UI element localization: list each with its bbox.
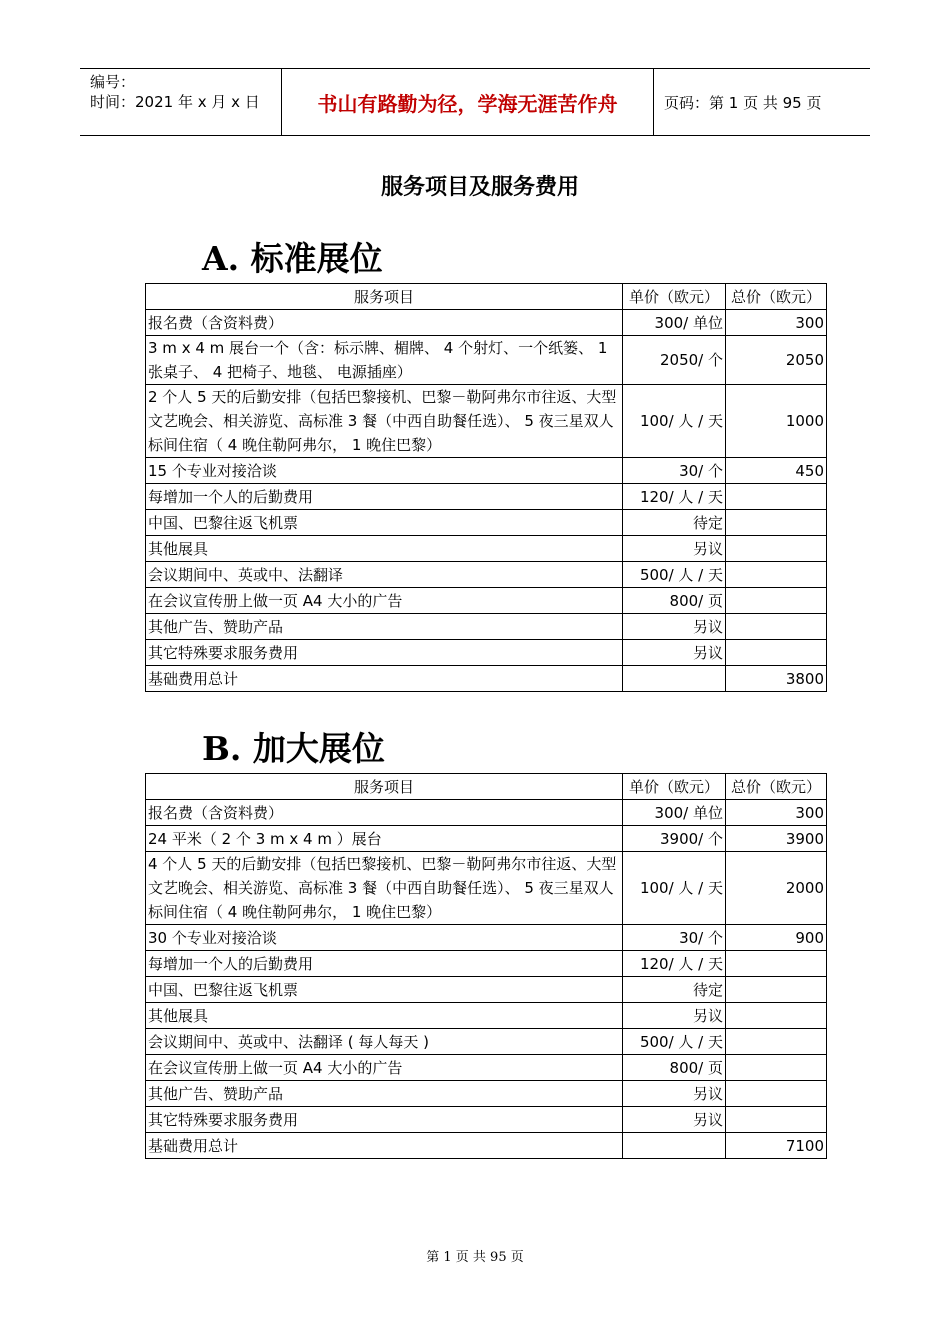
service-item-cell: 基础费用总计: [146, 1133, 623, 1159]
service-item-cell: 会议期间中、英或中、法翻译: [146, 562, 623, 588]
service-item-cell: 报名费（含资料费）: [146, 800, 623, 826]
service-item-cell: 每增加一个人的后勤费用: [146, 484, 623, 510]
section-b-title: B. 加大展位: [202, 729, 385, 768]
service-item-cell: 其他展具: [146, 1003, 623, 1029]
unit-price-cell: [623, 666, 726, 692]
service-item-cell: 4 个人 5 天的后勤安排（包括巴黎接机、巴黎－勒阿弗尔市往返、大型文艺晚会、相关游览、高标准 3 餐（中西自助餐任选）、 5 夜三星双人标间住宿（ 4 晚住勒阿弗尔， 1 晚住巴黎）: [146, 852, 623, 925]
header-meta: [80, 69, 282, 135]
total-price-cell: 300: [726, 310, 827, 336]
unit-price-cell: [623, 1133, 726, 1159]
total-price-cell: [726, 484, 827, 510]
total-price-cell: [726, 536, 827, 562]
unit-price-cell: 300/ 单位: [623, 800, 726, 826]
unit-price-cell: 30/ 个: [623, 458, 726, 484]
total-price-cell: [726, 1029, 827, 1055]
column-header: 服务项目: [146, 284, 623, 310]
table-row: [146, 458, 827, 484]
total-price-cell: 1000: [726, 385, 827, 458]
column-header: 服务项目: [146, 774, 623, 800]
page-footer: 第 1 页 共 95 页: [426, 1250, 524, 1265]
service-item-cell: 30 个专业对接洽谈: [146, 925, 623, 951]
service-item-cell: 2 个人 5 天的后勤安排（包括巴黎接机、巴黎－勒阿弗尔市往返、大型文艺晚会、相关游览、高标准 3 餐（中西自助餐任选）、 5 夜三星双人标间住宿（ 4 晚住勒阿弗尔， 1 晚住巴黎）: [146, 385, 623, 458]
total-price-cell: 450: [726, 458, 827, 484]
unit-price-cell: 120/ 人 / 天: [623, 951, 726, 977]
service-item-cell: 其他展具: [146, 536, 623, 562]
table-row: [146, 800, 827, 826]
total-price-cell: 7100: [726, 1133, 827, 1159]
total-price-cell: 900: [726, 925, 827, 951]
table-row: [146, 510, 827, 536]
table-row: [146, 588, 827, 614]
total-price-cell: [726, 1107, 827, 1133]
total-price-cell: 2050: [726, 336, 827, 385]
unit-price-cell: 另议: [623, 536, 726, 562]
unit-price-cell: 300/ 单位: [623, 310, 726, 336]
total-price-cell: [726, 977, 827, 1003]
table-row: [146, 1107, 827, 1133]
service-item-cell: 在会议宣传册上做一页 A4 大小的广告: [146, 1055, 623, 1081]
unit-price-cell: 800/ 页: [623, 588, 726, 614]
service-item-cell: 其他广告、赞助产品: [146, 614, 623, 640]
unit-price-cell: 待定: [623, 510, 726, 536]
table-row: [146, 925, 827, 951]
table-row: [146, 1029, 827, 1055]
unit-price-cell: 100/ 人 / 天: [623, 385, 726, 458]
total-price-cell: 2000: [726, 852, 827, 925]
table-header-row: [146, 774, 827, 800]
unit-price-cell: 800/ 页: [623, 1055, 726, 1081]
number-label: 编号：: [90, 73, 136, 91]
table-row: [146, 1081, 827, 1107]
service-item-cell: 3 m x 4 m 展台一个（含：标示牌、楣牌、 4 个射灯、一个纸篓、 1 张桌子、 4 把椅子、地毯、 电源插座）: [146, 336, 623, 385]
service-item-cell: 会议期间中、英或中、法翻译 ( 每人每天 ): [146, 1029, 623, 1055]
table-row: [146, 562, 827, 588]
service-item-cell: 其它特殊要求服务费用: [146, 640, 623, 666]
table-row: [146, 336, 827, 385]
header-motto: 书山有路勤为径，学海无涯苦作舟: [282, 69, 654, 135]
table-row: [146, 385, 827, 458]
section-b-table: [145, 773, 827, 1159]
section-a-table: [145, 283, 827, 692]
page-header: [80, 68, 870, 136]
table-header-row: [146, 284, 827, 310]
unit-price-cell: 3900/ 个: [623, 826, 726, 852]
table-row: [146, 951, 827, 977]
total-price-cell: [726, 588, 827, 614]
service-item-cell: 15 个专业对接洽谈: [146, 458, 623, 484]
service-item-cell: 其他广告、赞助产品: [146, 1081, 623, 1107]
table-row: [146, 640, 827, 666]
service-item-cell: 基础费用总计: [146, 666, 623, 692]
table-row: [146, 614, 827, 640]
table-row: [146, 1133, 827, 1159]
table-row: [146, 1055, 827, 1081]
service-item-cell: 每增加一个人的后勤费用: [146, 951, 623, 977]
total-price-cell: [726, 1081, 827, 1107]
total-price-cell: [726, 640, 827, 666]
unit-price-cell: 待定: [623, 977, 726, 1003]
service-item-cell: 在会议宣传册上做一页 A4 大小的广告: [146, 588, 623, 614]
unit-price-cell: 2050/ 个: [623, 336, 726, 385]
service-item-cell: 中国、巴黎往返飞机票: [146, 977, 623, 1003]
table-row: [146, 977, 827, 1003]
total-price-cell: [726, 951, 827, 977]
table-row: [146, 310, 827, 336]
service-item-cell: 其它特殊要求服务费用: [146, 1107, 623, 1133]
unit-price-cell: 30/ 个: [623, 925, 726, 951]
service-item-cell: 中国、巴黎往返飞机票: [146, 510, 623, 536]
column-header: 单价（欧元）: [623, 774, 726, 800]
total-price-cell: [726, 614, 827, 640]
total-price-cell: [726, 1055, 827, 1081]
table-row: [146, 852, 827, 925]
table-row: [146, 484, 827, 510]
unit-price-cell: 120/ 人 / 天: [623, 484, 726, 510]
total-price-cell: 300: [726, 800, 827, 826]
table-row: [146, 666, 827, 692]
section-a-title: A. 标准展位: [202, 239, 383, 278]
total-price-cell: 3800: [726, 666, 827, 692]
document-title: 服务项目及服务费用: [380, 174, 579, 200]
time-label: 时间：2021 年 x 月 x 日: [90, 93, 260, 111]
table-row: [146, 1003, 827, 1029]
table-row: [146, 826, 827, 852]
service-item-cell: 24 平米（ 2 个 3 m x 4 m ）展台: [146, 826, 623, 852]
total-price-cell: [726, 510, 827, 536]
column-header: 总价（欧元）: [726, 284, 827, 310]
column-header: 单价（欧元）: [623, 284, 726, 310]
unit-price-cell: 另议: [623, 614, 726, 640]
unit-price-cell: 500/ 人 / 天: [623, 1029, 726, 1055]
total-price-cell: [726, 562, 827, 588]
unit-price-cell: 另议: [623, 1081, 726, 1107]
total-price-cell: 3900: [726, 826, 827, 852]
unit-price-cell: 另议: [623, 1107, 726, 1133]
service-item-cell: 报名费（含资料费）: [146, 310, 623, 336]
unit-price-cell: 另议: [623, 1003, 726, 1029]
unit-price-cell: 500/ 人 / 天: [623, 562, 726, 588]
header-page-info: 页码：第 1 页 共 95 页: [664, 93, 822, 112]
total-price-cell: [726, 1003, 827, 1029]
unit-price-cell: 另议: [623, 640, 726, 666]
column-header: 总价（欧元）: [726, 774, 827, 800]
unit-price-cell: 100/ 人 / 天: [623, 852, 726, 925]
table-row: [146, 536, 827, 562]
